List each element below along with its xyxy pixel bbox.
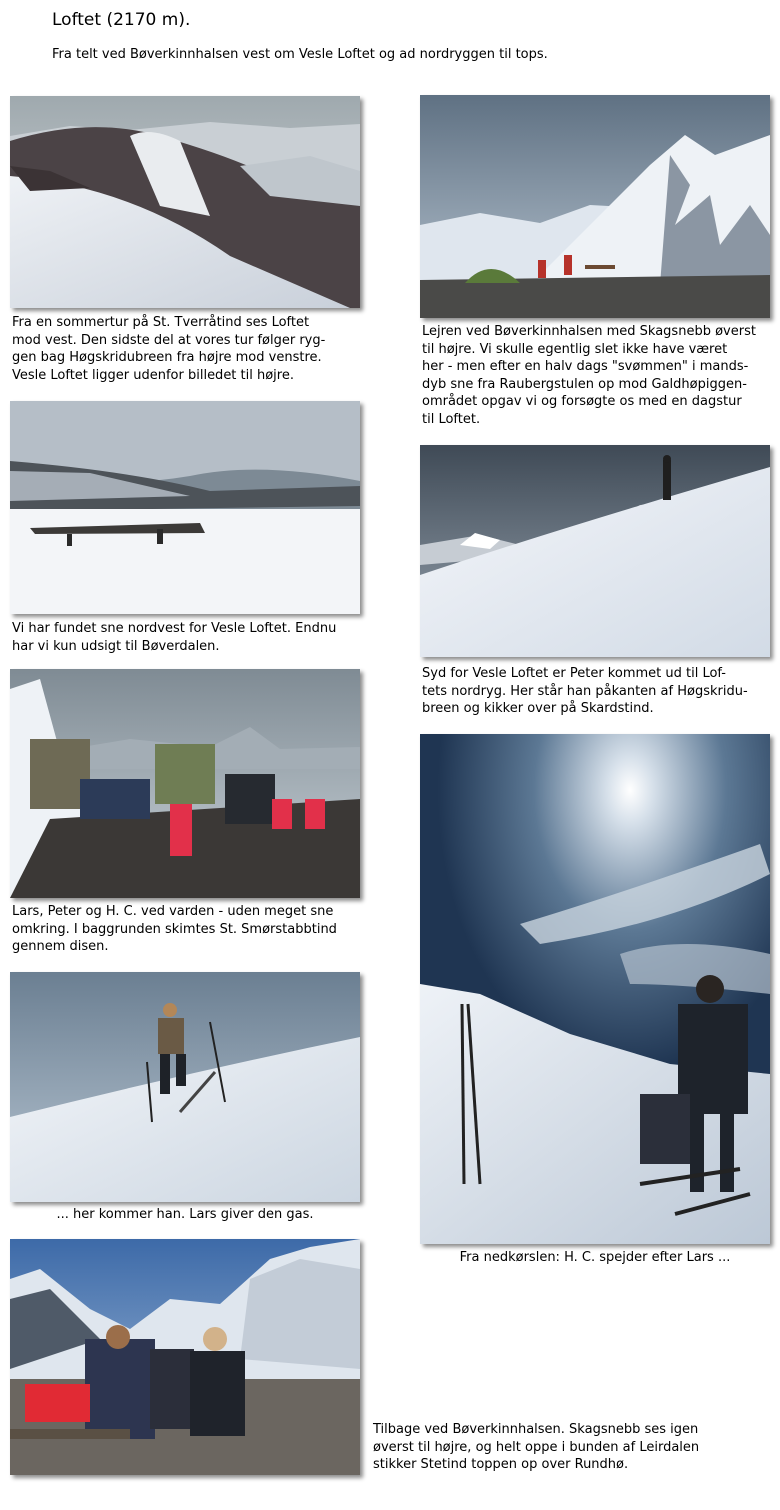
caption-photo-6: Fra nedkørslen: H. C. spejder efter Lars ... xyxy=(459,1250,731,1265)
photo-camp-boverkinnhalsen xyxy=(420,95,770,318)
photo-peter-on-ridge xyxy=(420,445,770,657)
photo-lars-skiing xyxy=(10,972,360,1202)
photo-snow-nw-vesle-loftet xyxy=(10,401,360,614)
photo-loftet-from-tverraatind xyxy=(10,96,360,308)
caption-photo-7: ... her kommer han. Lars giver den gas. xyxy=(56,1207,314,1222)
caption-photo-1: Fra en sommertur på St. Tverråtind ses Loftet mod vest. Den sidste del at vores tur følger ryg- gen bag Høgskridubreen fra højre mod venstre. Vesle Loftet ligger udenfor billedet til højre. xyxy=(12,315,326,383)
caption-photo-3: Vi har fundet sne nordvest for Vesle Loftet. Endnu har vi kun udsigt til Bøverdalen. xyxy=(12,621,337,654)
page-title: Loftet (2170 m). xyxy=(52,10,191,30)
photo-hc-looking-for-lars xyxy=(420,734,770,1244)
page-subtitle: Fra telt ved Bøverkinnhalsen vest om Vesle Loftet og ad nordryggen til tops. xyxy=(52,47,548,62)
caption-photo-2: Lejren ved Bøverkinnhalsen med Skagsnebb øverst til højre. Vi skulle egentlig slet ikke have været her - men efter en halv dags "svømmen" i mands- dyb sne fra Raubergstulen op mod Galdhøpiggen- området opgav vi og forsøgte os med en dagstur til Loftet. xyxy=(422,324,756,427)
caption-photo-4: Syd for Vesle Loftet er Peter kommet ud til Lof- tets nordryg. Her står han påkanten af Høgskridu- breen og kikker over på Skardstind. xyxy=(422,666,748,716)
caption-photo-5: Lars, Peter og H. C. ved varden - uden meget sne omkring. I baggrunden skimtes St. Smørstabbtind gennem disen. xyxy=(12,904,337,954)
caption-photo-8: Tilbage ved Bøverkinnhalsen. Skagsnebb ses igen øverst til højre, og helt oppe i bunden af Leirdalen stikker Stetind toppen op over Rundhø. xyxy=(373,1422,700,1472)
photo-group-at-cairn xyxy=(10,669,360,898)
photo-back-at-camp xyxy=(10,1239,360,1475)
